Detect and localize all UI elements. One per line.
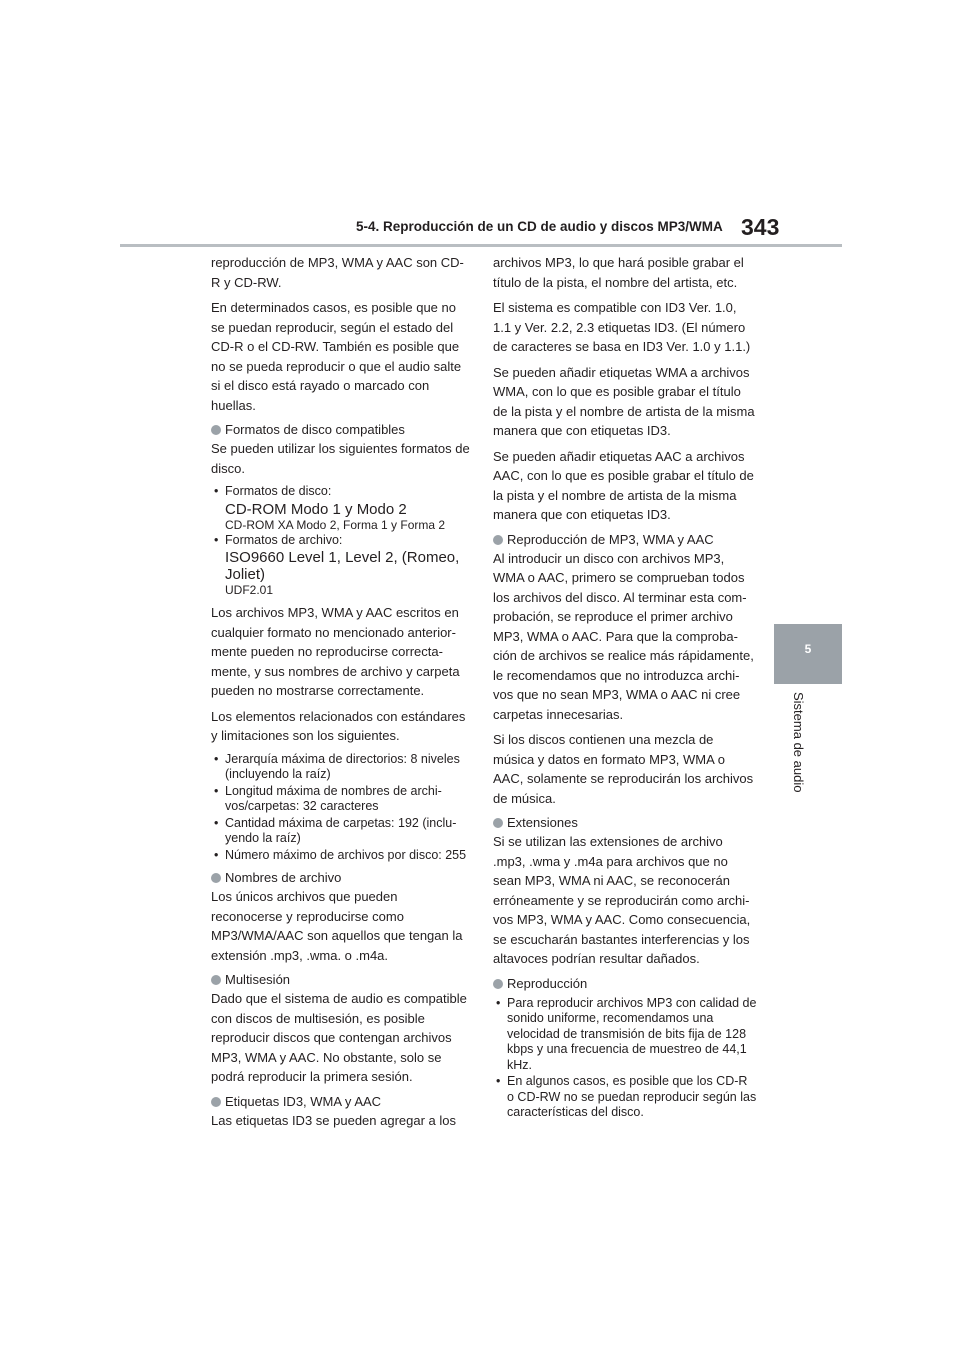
section-heading-text: Formatos de disco compatibles [225, 422, 405, 437]
bullet-dot-icon [493, 535, 503, 545]
paragraph: En determinados casos, es posible que no se puedan reproducir, según el estado del CD-R o el CD-RW. También es posible que no se pueda reproducir o que el audio salte si el disco está rayado o marcado con huellas. [211, 300, 462, 413]
list-item-text: Para reproducir archivos MP3 con calidad de sonido uniforme, recomendamos una velocidad de transmisión de bits fija de 128 kbps y una frecuencia de muestreo de 44,1 kHz. [507, 995, 757, 1072]
bullet-dot-icon [211, 873, 221, 883]
line: Los archivos MP3, WMA y AAC escritos en [211, 605, 459, 620]
header-title: 5-4. Reproducción de un CD de audio y discos MP3/WMA [356, 219, 723, 234]
section-heading-text: Etiquetas ID3, WMA y AAC [225, 1093, 382, 1109]
section-heading [211, 421, 471, 439]
list-item: • Formatos de disco: CD-ROM Modo 1 y Modo 2 CD-ROM XA Modo 2, Forma 1 y Forma 2 [211, 484, 471, 532]
format-value: UDF2.01 [225, 583, 274, 597]
paragraph: Se pueden añadir etiquetas WMA a archivos WMA, con lo que es posible grabar el título de la pista y el nombre de artista de la misma manera que con etiquetas ID3. [493, 364, 755, 438]
list-item-text: Cantidad máxima de carpetas: 192 (inclu-yendo la raíz) [225, 815, 457, 845]
line: pueden no mostrarse correctamente. [211, 683, 425, 698]
bullet-dot-icon [211, 975, 221, 985]
list-item-label: Formatos de archivo: [225, 532, 343, 547]
section-heading [493, 814, 757, 832]
paragraph [211, 603, 471, 701]
list-item-label: Formatos de disco: [225, 484, 332, 498]
chapter-tab: 5 [774, 624, 842, 684]
format-value: CD-ROM Modo 1 y Modo 2 [225, 500, 407, 518]
chapter-label: Sistema de audio [791, 692, 806, 793]
paragraph: Dado que el sistema de audio es compatible con discos de multisesión, es posible reproducir discos que contengan archivos MP3, WMA y AAC. No obstante, solo se podrá reproducir la primera sesión. [211, 991, 467, 1084]
line: mente, y sus nombres de archivo y carpeta [211, 663, 460, 679]
list-item: • Para reproducir archivos MP3 con calidad de sonido uniforme, recomendamos una velocidad de transmisión de bits fija de 128 kbps y una frecuencia de muestreo de 44,1 kHz. [496, 995, 757, 1072]
bullet-dot-icon [211, 1097, 221, 1107]
section-heading [211, 869, 471, 887]
paragraph: reproducción de MP3, WMA y AAC son CD-R y CD-RW. [211, 255, 464, 290]
list-item-text: Longitud máxima de nombres de archi-vos/carpetas: 32 caracteres [225, 783, 442, 813]
paragraph: Las etiquetas ID3 se pueden agregar a los [211, 1112, 457, 1128]
paragraph: El sistema es compatible con ID3 Ver. 1.0, 1.1 y Ver. 2.2, 2.3 etiquetas ID3. (El número de caracteres se basa en ID3 Ver. 1.0 y 1.1.) [493, 300, 751, 354]
format-values [225, 501, 471, 532]
bullet-dot-icon [211, 425, 221, 435]
format-list [211, 484, 471, 597]
list-item-text: Jerarquía máxima de directorios: 8 niveles (incluyendo la raíz) [225, 751, 460, 781]
section-heading [493, 975, 757, 993]
section-heading-text: Multisesión [225, 972, 291, 987]
paragraph: Los elementos relacionados con estándares y limitaciones son los siguientes. [211, 708, 466, 743]
list-item: • En algunos casos, es posible que los CD-R o CD-RW no se puedan reproducir según las características del disco. [496, 1074, 757, 1119]
format-value: CD-ROM XA Modo 2, Forma 1 y Forma 2 [225, 517, 446, 532]
paragraph: Si los discos contienen una mezcla de música y datos en formato MP3, WMA o AAC, solamente se reproducirán los archivos de música. [493, 732, 754, 806]
section-heading-text: Extensiones [507, 815, 578, 830]
limits-list [211, 752, 471, 864]
paragraph: Al introducir un disco con archivos MP3, WMA o AAC, primero se comprueban todos los archivos del disco. Al terminar esta com-probación, se reproduce el primer archivo MP3, WMA o AAC. Para que la comproba-ción de archivos se realice más rápidamente, le recomendamos que no introduzca archi-vos que no sean MP3, WMA o AAC ni cree carpetas innecesarias. [493, 550, 754, 722]
header-rule [120, 244, 842, 247]
section-heading [211, 971, 471, 989]
list-item: • Jerarquía máxima de directorios: 8 niveles (incluyendo la raíz) [214, 751, 460, 781]
left-column [211, 253, 471, 1136]
line: cualquier formato no mencionado anterior- [211, 624, 456, 640]
list-item: • Número máximo de archivos por disco: 255 [214, 847, 467, 862]
list-item-text: En algunos casos, es posible que los CD-R o CD-RW no se puedan reproducir según las características del disco. [507, 1074, 757, 1119]
right-column [493, 253, 757, 1127]
playback-list [493, 996, 757, 1121]
format-value: ISO9660 Level 1, Level 2, (Romeo, Joliet) [225, 549, 460, 583]
paragraph: Si se utilizan las extensiones de archivo .mp3, .wma y .m4a para archivos que no sean MP3, WMA ni AAC, se reconocerán erróneamente y se reproducirán como archi-vos MP3, WMA y AAC. Como consecuencia, se escucharán bastantes interferencias y los altavoces podrían resultar dañados. [493, 834, 751, 966]
section-heading-text: Nombres de archivo [225, 870, 342, 885]
list-item-text: Número máximo de archivos por disco: 255 [225, 847, 467, 862]
line: mente pueden no reproducirse correcta- [211, 644, 443, 659]
format-values [225, 549, 471, 597]
list-item: • Formatos de archivo: ISO9660 Level 1, Level 2, (Romeo, Joliet) UDF2.01 [211, 533, 471, 598]
list-item: • Cantidad máxima de carpetas: 192 (inclu-yendo la raíz) [214, 815, 457, 845]
paragraph: Se pueden añadir etiquetas AAC a archivos AAC, con lo que es posible grabar el título de la pista y el nombre de artista de la misma manera que con etiquetas ID3. [493, 448, 754, 522]
section-heading-text: Reproducción [507, 975, 588, 991]
paragraph: Los únicos archivos que pueden reconocerse y reproducirse como MP3/WMA/AAC son aquellos que tengan la extensión .mp3, .wma. o .m4a. [211, 889, 463, 963]
bullet-dot-icon [493, 818, 503, 828]
bullet-dot-icon [493, 979, 503, 989]
section-heading [211, 1093, 471, 1111]
section-heading [493, 531, 757, 549]
section-heading-text: Reproducción de MP3, WMA y AAC [507, 531, 714, 547]
page-number: 343 [741, 214, 780, 240]
paragraph: archivos MP3, lo que hará posible grabar el título de la pista, el nombre del artista, etc. [493, 255, 744, 290]
paragraph: Se pueden utilizar los siguientes formatos de disco. [211, 441, 470, 476]
list-item: • Longitud máxima de nombres de archi-vos/carpetas: 32 caracteres [214, 783, 442, 813]
